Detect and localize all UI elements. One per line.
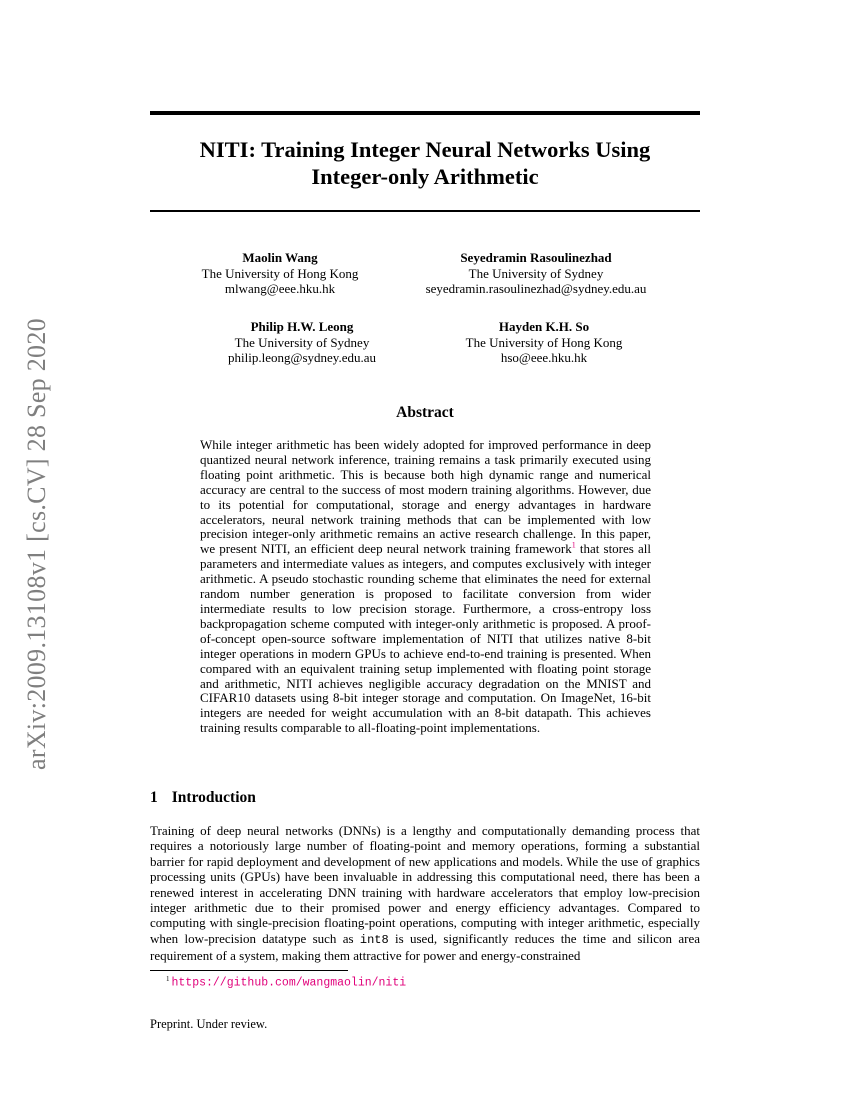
paper-title-line-2: Integer-only Arithmetic: [311, 164, 539, 189]
abstract-body: [200, 438, 651, 736]
abstract-text: that stores all parameters and intermediate values as integers, and computes exclusively with integer arithmetic. A pseudo stochastic rounding scheme that eliminates the need for external random number generation is proposed to facilitate conversion from wider intermediate results to low precision storage. Furthermore, a cross-entropy loss backpropagation scheme computed with integer-only arithmetic is proposed. A proof-of-concept open-source software implementation of NITI that utilizes native 8-bit integer operations in modern GPUs to achieve end-to-end training is presented. When compared with an equivalent training setup implemented with floating point storage and arithmetic, NITI achieves negligible accuracy degradation on the MNIST and CIFAR10 datasets using 8-bit integer storage and computation. On ImageNet, 16-bit integers are needed for weight accumulation with an 8-bit datapath. This achieves training results comparable to all-floating-point implementations.: [200, 541, 651, 736]
author-name: Seyedramin Rasoulinezhad: [460, 250, 612, 265]
arxiv-stamp-text: arXiv:2009.13108v1 [cs.CV] 28 Sep 2020: [22, 318, 52, 770]
author-affiliation: The University of Sydney: [234, 334, 370, 350]
author-affiliation: The University of Hong Kong: [201, 265, 359, 281]
footnote: [166, 975, 406, 990]
author-block: [466, 319, 623, 366]
author-email: hso@eee.hku.hk: [500, 350, 588, 365]
author-name: Hayden K.H. So: [498, 319, 590, 334]
preprint-note: Preprint. Under review.: [150, 1017, 268, 1031]
author-block: [426, 250, 647, 297]
author-affiliation: The University of Hong Kong: [465, 334, 623, 350]
abstract-text: While integer arithmetic has been widely adopted for improved performance in deep quantized neural network inference, training remains a task primarily executed using floating point arithmetic. This is because both high dynamic range and numerical accuracy are central to the success of most modern training algorithms. However, due to its potential for computational, storage and energy advantages in hardware accelerators, neural network training methods that can be implemented with low precision integer-only arithmetic remains an active research challenge. In this paper, we present NITI, an efficient deep neural network training framework: [200, 437, 651, 557]
footnote-marker[interactable]: 1: [571, 541, 576, 551]
author-email: mlwang@eee.hku.hk: [224, 281, 336, 296]
author-block: [202, 250, 359, 297]
inline-code: int8: [359, 932, 389, 947]
author-name: Philip H.W. Leong: [250, 319, 354, 334]
title-top-rule: [150, 111, 700, 115]
footnote-rule: [150, 970, 348, 971]
introduction-paragraph: [150, 823, 700, 964]
footnote-link[interactable]: https://github.com/wangmaolin/niti: [171, 976, 407, 990]
author-name: Maolin Wang: [242, 250, 318, 265]
paper-title: [150, 136, 700, 190]
footnote-number: 1: [166, 975, 170, 983]
intro-text: Training of deep neural networks (DNNs) is a lengthy and computationally demanding process that requires a notoriously large number of floating-point and memory operations, forming a substantial barrier for rapid deployment and development of new applications and models. While the use of graphics processing units (GPUs) have been invaluable in addressing this computational need, there has been a renewed interest in accelerating DNN training with hardware accelerators that employ low-precision integer arithmetic due to their promised power and energy efficiency advantages. Compared to computing with single-precision floating-point operations, computing with integer arithmetic, especially when low-precision datatype such as: [150, 823, 700, 946]
section-heading-introduction: [150, 789, 256, 807]
author-affiliation: The University of Sydney: [468, 265, 604, 281]
intro-text: is used, significantly reduces the time and silicon area requirement of a system, making them attractive for power and energy-constrained: [150, 930, 700, 964]
author-email: seyedramin.rasoulinezhad@sydney.edu.au: [425, 281, 647, 296]
author-block: [228, 319, 376, 366]
paper-title-line-1: NITI: Training Integer Neural Networks Using: [199, 137, 651, 162]
section-number: 1: [150, 789, 158, 806]
title-bottom-rule: [150, 210, 700, 212]
section-title: Introduction: [171, 789, 256, 806]
arxiv-stamp: [17, 295, 57, 793]
abstract-heading: Abstract: [396, 404, 454, 421]
author-email: philip.leong@sydney.edu.au: [228, 350, 376, 365]
